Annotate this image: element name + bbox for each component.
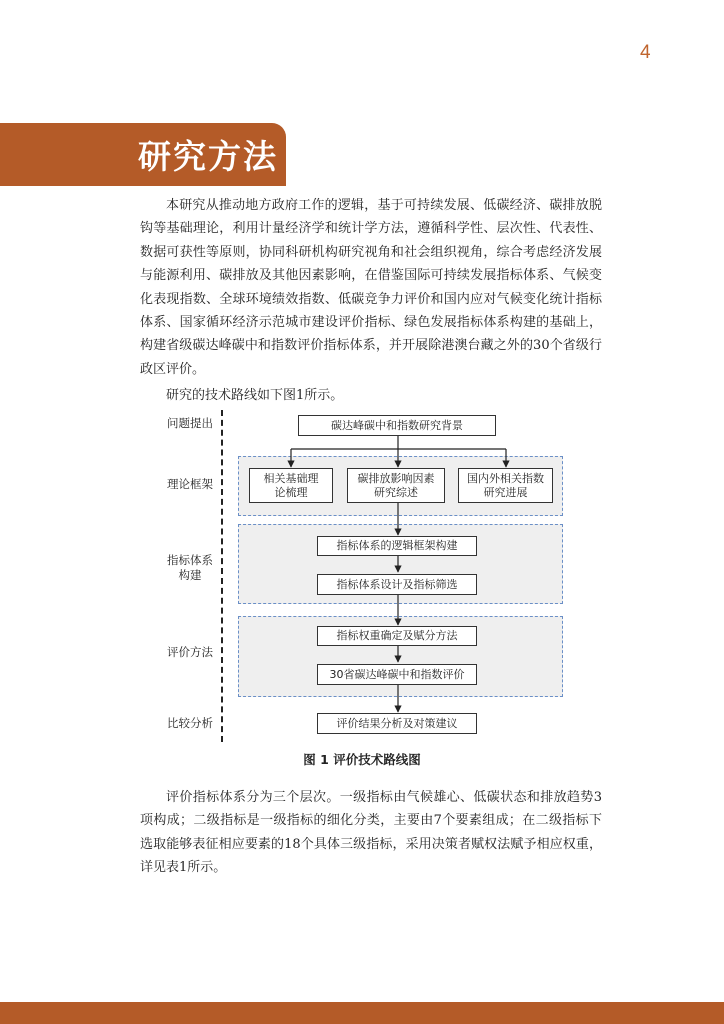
node-background: 碳达峰碳中和指数研究背景: [298, 415, 496, 436]
section-title: 研究方法: [138, 137, 278, 176]
node-evaluation: 30省碳达峰碳中和指数评价: [317, 664, 477, 685]
node-index-progress: 国内外相关指数研究进展: [458, 468, 553, 503]
node-factor-review: 碳排放影响因素研究综述: [347, 468, 445, 503]
structure-paragraph: 评价指标体系分为三个层次。一级指标由气候雄心、低碳状态和排放趋势3项构成；二级指标是一级指标的细化分类，主要由7个要素组成；在二级指标下选取能够表征相应要素的18个具体三级指标，采用决策者赋权法赋予相应权重，详见表1所示。: [140, 790, 602, 876]
intro-paragraph: 本研究从推动地方政府工作的逻辑，基于可持续发展、低碳经济、碳排放脱钩等基础理论，利用计量经济学和统计学方法，遵循科学性、层次性、代表性、数据可获性等原则，协同科研机构研究视角和社会组织视角，综合考虑经济发展与能源利用、碳排放及其他因素影响，在借鉴国际可持续发展指标体系、气候变化表现指数、全球环境绩效指数、低碳竞争力评价和国内应对气候变化统计指标体系、国家循环经济示范城市建设评价指标、绿色发展指标体系构建的基础上，构建省级碳达峰碳中和指数评价指标体系，并开展除港澳台藏之外的30个省级行政区评价。: [140, 198, 602, 377]
node-theory-review: 相关基础理论梳理: [249, 468, 333, 503]
figure-caption: 图 1 评价技术路线图: [303, 752, 421, 767]
stage-label-problem: 问题提出: [167, 416, 213, 430]
stage-label-index-system: 指标体系构建: [167, 553, 213, 582]
footer-bar: [0, 1002, 724, 1024]
node-design-selection: 指标体系设计及指标筛选: [317, 574, 477, 595]
node-analysis: 评价结果分析及对策建议: [317, 713, 477, 734]
node-weighting: 指标权重确定及赋分方法: [317, 626, 477, 646]
page-number: 4: [640, 42, 651, 63]
stage-label-comparison: 比较分析: [167, 716, 213, 730]
stage-label-theory: 理论框架: [167, 477, 213, 491]
node-logic-framework: 指标体系的逻辑框架构建: [317, 536, 477, 556]
stage-label-method: 评价方法: [167, 645, 213, 659]
route-intro-paragraph: 研究的技术路线如下图1所示。: [166, 388, 344, 403]
